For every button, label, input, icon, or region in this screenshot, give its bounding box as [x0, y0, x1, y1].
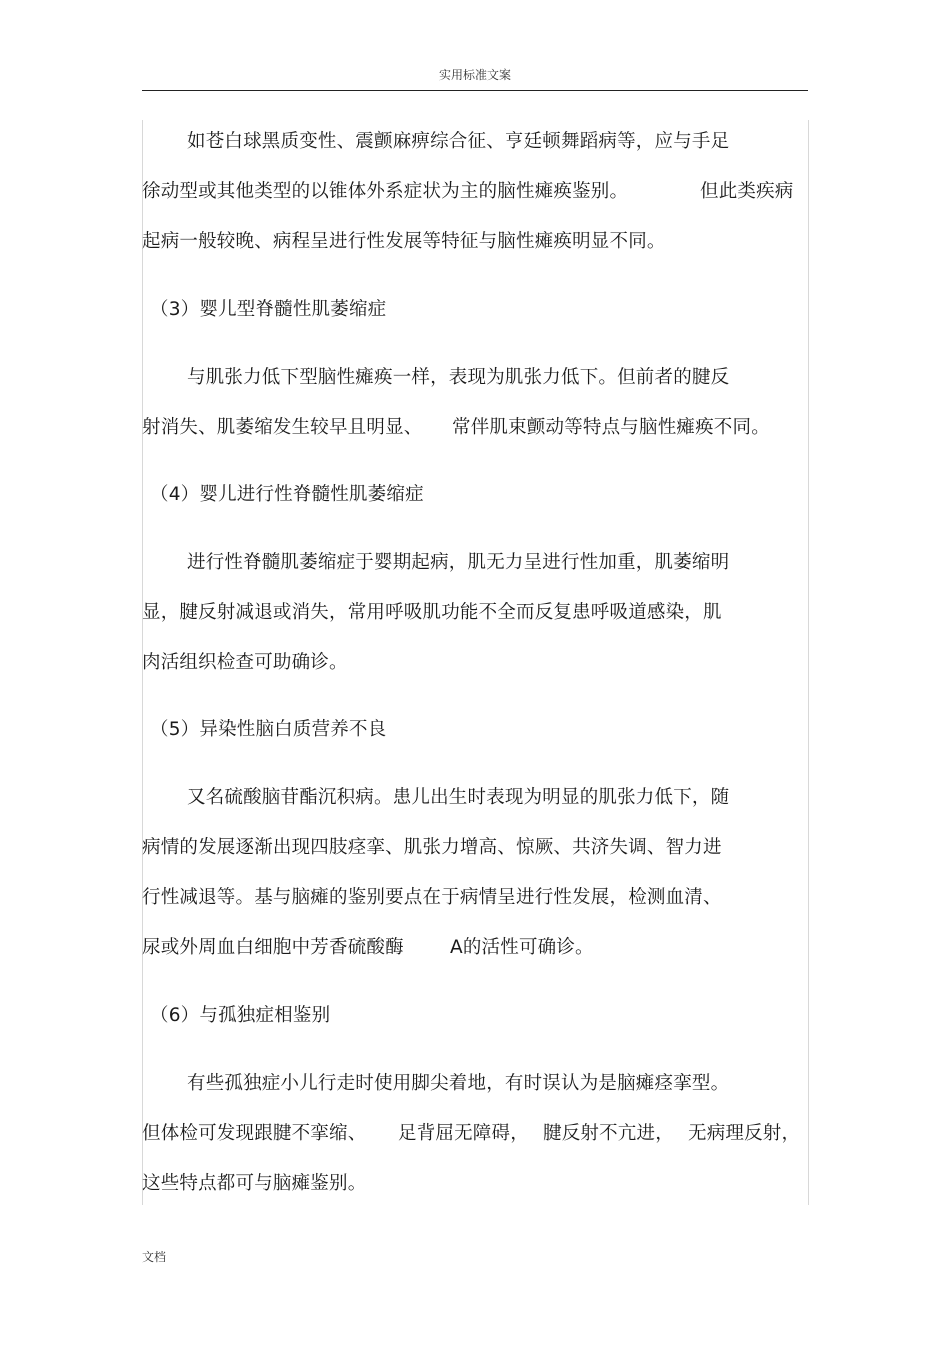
section-heading: （4）婴儿进行性脊髓性肌萎缩症	[150, 484, 424, 505]
paragraph-line: 常伴肌束颤动等特点与脑性瘫痪不同。	[452, 417, 770, 438]
section-heading: （5）异染性脑白质营养不良	[150, 719, 387, 740]
paragraph-line: 与肌张力低下型脑性瘫痪一样，表现为肌张力低下。但前者的腱反	[187, 367, 730, 388]
paragraph-line: 射消失、肌萎缩发生较早且明显、	[142, 417, 423, 438]
paragraph-line: 尿或外周血白细胞中芳香硫酸酶	[142, 937, 404, 958]
paragraph-line: 进行性脊髓肌萎缩症于婴期起病，肌无力呈进行性加重，肌萎缩明	[187, 552, 730, 573]
page-header: 实用标准文案	[438, 68, 511, 82]
page-footer: 文档	[142, 1250, 167, 1264]
paragraph-line: 肉活组织检查可助确诊。	[142, 652, 348, 673]
paragraph-line: 又名硫酸脑苷酯沉积病。患儿出生时表现为明显的肌张力低下，随	[187, 787, 730, 808]
paragraph-line: 显，腱反射减退或消失，常用呼吸肌功能不全而反复患呼吸道感染，肌	[142, 602, 722, 623]
paragraph-line: 行性减退等。基与脑瘫的鉴别要点在于病情呈进行性发展，检测血清、	[142, 887, 722, 908]
paragraph-line: 但此类疾病	[700, 181, 794, 202]
paragraph-line: 这些特点都可与脑瘫鉴别。	[142, 1173, 367, 1194]
section-heading: （3）婴儿型脊髓性肌萎缩症	[150, 299, 387, 320]
header-divider	[142, 90, 808, 91]
paragraph-line: 起病一般较晚、病程呈进行性发展等特征与脑性瘫痪明显不同。	[142, 231, 666, 252]
paragraph-line: 足背屈无障碍，	[398, 1123, 529, 1144]
paragraph-line: 病情的发展逐渐出现四肢痉挛、肌张力增高、惊厥、共济失调、智力进	[142, 837, 722, 858]
paragraph-line: A的活性可确诊。	[450, 937, 594, 958]
section-heading: （6）与孤独症相鉴别	[150, 1005, 331, 1026]
paragraph-line: 如苍白球黑质变性、震颤麻痹综合征、亨廷顿舞蹈病等，应与手足	[187, 131, 730, 152]
paragraph-line: 无病理反射，	[688, 1123, 801, 1144]
paragraph-line: 徐动型或其他类型的以锥体外系症状为主的脑性瘫痪鉴别。	[142, 181, 629, 202]
paragraph-line: 有些孤独症小儿行走时使用脚尖着地，有时误认为是脑瘫痉挛型。	[187, 1073, 730, 1094]
paragraph-line: 但体检可发现跟腱不挛缩、	[142, 1123, 367, 1144]
paragraph-line: 腱反射不亢进，	[543, 1123, 674, 1144]
